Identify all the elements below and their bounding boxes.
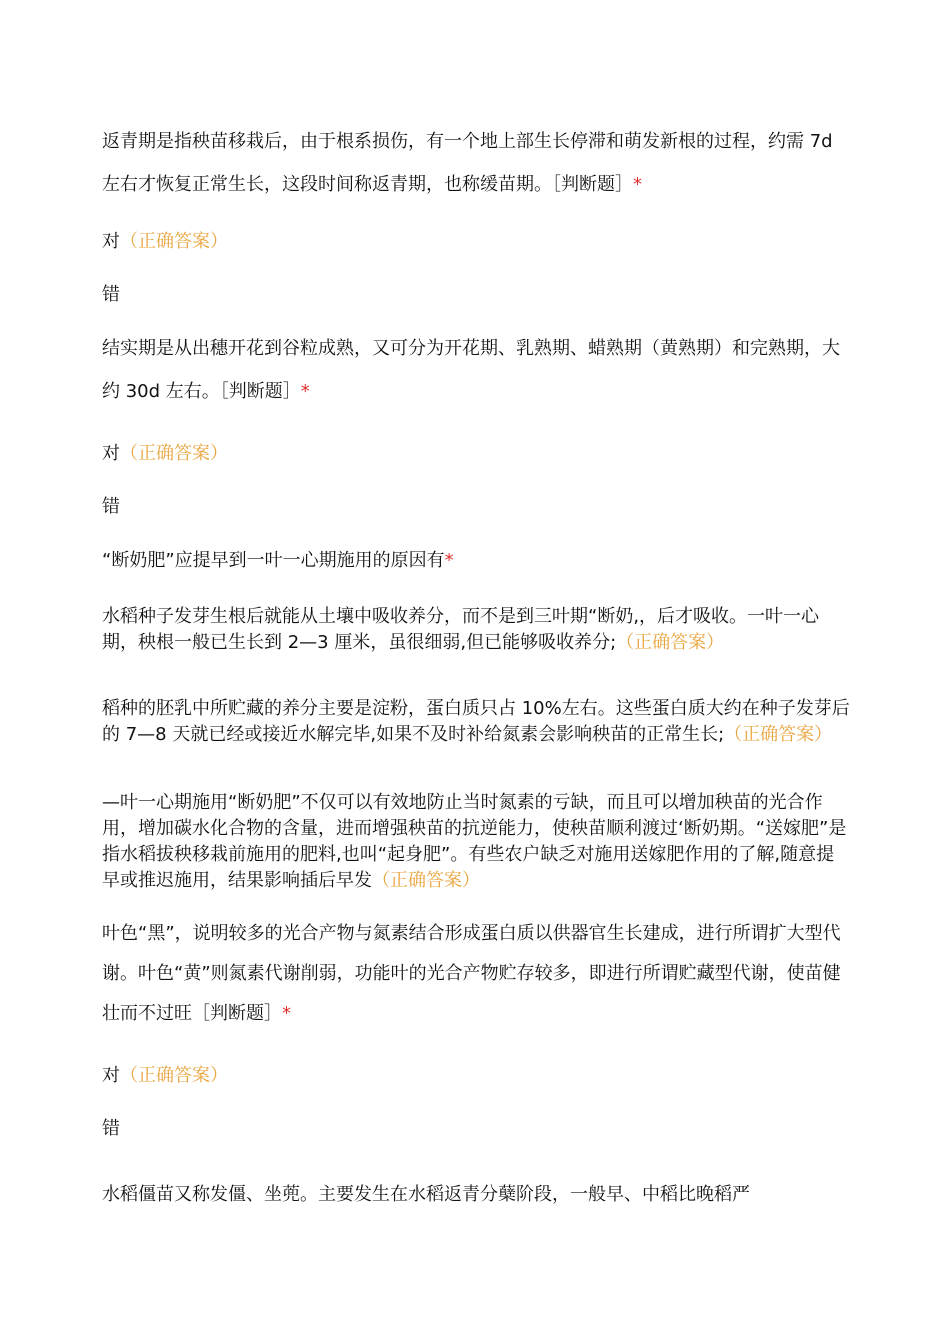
choice-text: 水稻种子发芽生根后就能从土壤中吸收养分，而不是到三叶期“断奶,，后才吸收。一叶一心期，秧根一般已生长到 2—3 厘米，虽很细弱,但已能够吸收养分; (102, 606, 820, 653)
option-label: 错 (102, 284, 120, 305)
question-2 (102, 327, 852, 413)
choice-text: 稻种的胚乳中所贮藏的养分主要是淀粉，蛋白质只占 10%左右。这些蛋白质大约在种子发芽后的 7—8 天就已经或接近水解完毕,如果不及时补给氮素会影响秧苗的正常生长; (102, 698, 850, 745)
choice-2[interactable] (102, 696, 852, 748)
question-5 (102, 1182, 852, 1208)
required-mark: * (300, 381, 310, 402)
option-false[interactable] (102, 282, 852, 308)
option-label: 对 (102, 443, 120, 464)
question-text: “断奶肥”应提早到一叶一心期施用的原因有 (102, 550, 445, 571)
correct-answer-label: （正确答案） (120, 1065, 228, 1086)
option-false[interactable] (102, 1116, 852, 1142)
correct-answer-label: （正确答案） (372, 870, 480, 891)
question-text: 返青期是指秧苗移栽后，由于根系损伤，有一个地上部生长停滞和萌发新根的过程，约需 7d 左右才恢复正常生长，这段时间称返青期，也称缓苗期。［判断题］ (102, 131, 833, 195)
option-label: 错 (102, 496, 120, 517)
option-label: 错 (102, 1118, 120, 1139)
option-true[interactable] (102, 1063, 852, 1089)
question-text: 叶色“黑”，说明较多的光合产物与氮素结合形成蛋白质以供器官生长建成，进行所谓扩大型代谢。叶色“黄”则氮素代谢削弱，功能叶的光合产物贮存较多，即进行所谓贮藏型代谢，使苗健壮而不过旺［判断题］ (102, 923, 841, 1024)
correct-answer-label: （正确答案） (120, 443, 228, 464)
option-true[interactable] (102, 229, 852, 255)
choice-3[interactable] (102, 790, 852, 894)
question-text: 水稻僵苗又称发僵、坐蔸。主要发生在水稻返青分蘖阶段，一般早、中稻比晚稻严 (102, 1184, 750, 1205)
question-4 (102, 914, 852, 1034)
question-text: 结实期是从出穗开花到谷粒成熟，又可分为开花期、乳熟期、蜡熟期（黄熟期）和完熟期，大约 30d 左右。［判断题］ (102, 338, 840, 402)
option-label: 对 (102, 231, 120, 252)
correct-answer-label: （正确答案） (616, 632, 725, 653)
question-1 (102, 120, 852, 206)
option-true[interactable] (102, 441, 852, 467)
required-mark: * (633, 174, 642, 195)
choice-text: —叶一心期施用“断奶肥”不仅可以有效地防止当时氮素的亏缺，而且可以增加秧苗的光合作用，增加碳水化合物的含量，进而增强秧苗的抗逆能力，使秧苗顺利渡过‘断奶期。“送嫁肥”是指水稻拔秧移栽前施用的肥料,也叫“起身肥”。有些农户缺乏对施用送嫁肥作用的了解,随意提早或推迟施用，结果影响插后早发 (102, 792, 847, 891)
required-mark: * (444, 550, 454, 571)
required-mark: * (282, 1003, 291, 1024)
option-label: 对 (102, 1065, 120, 1086)
choice-1[interactable] (102, 604, 852, 656)
option-false[interactable] (102, 494, 852, 520)
correct-answer-label: （正确答案） (120, 231, 228, 252)
correct-answer-label: （正确答案） (724, 724, 833, 745)
question-3 (102, 548, 852, 574)
